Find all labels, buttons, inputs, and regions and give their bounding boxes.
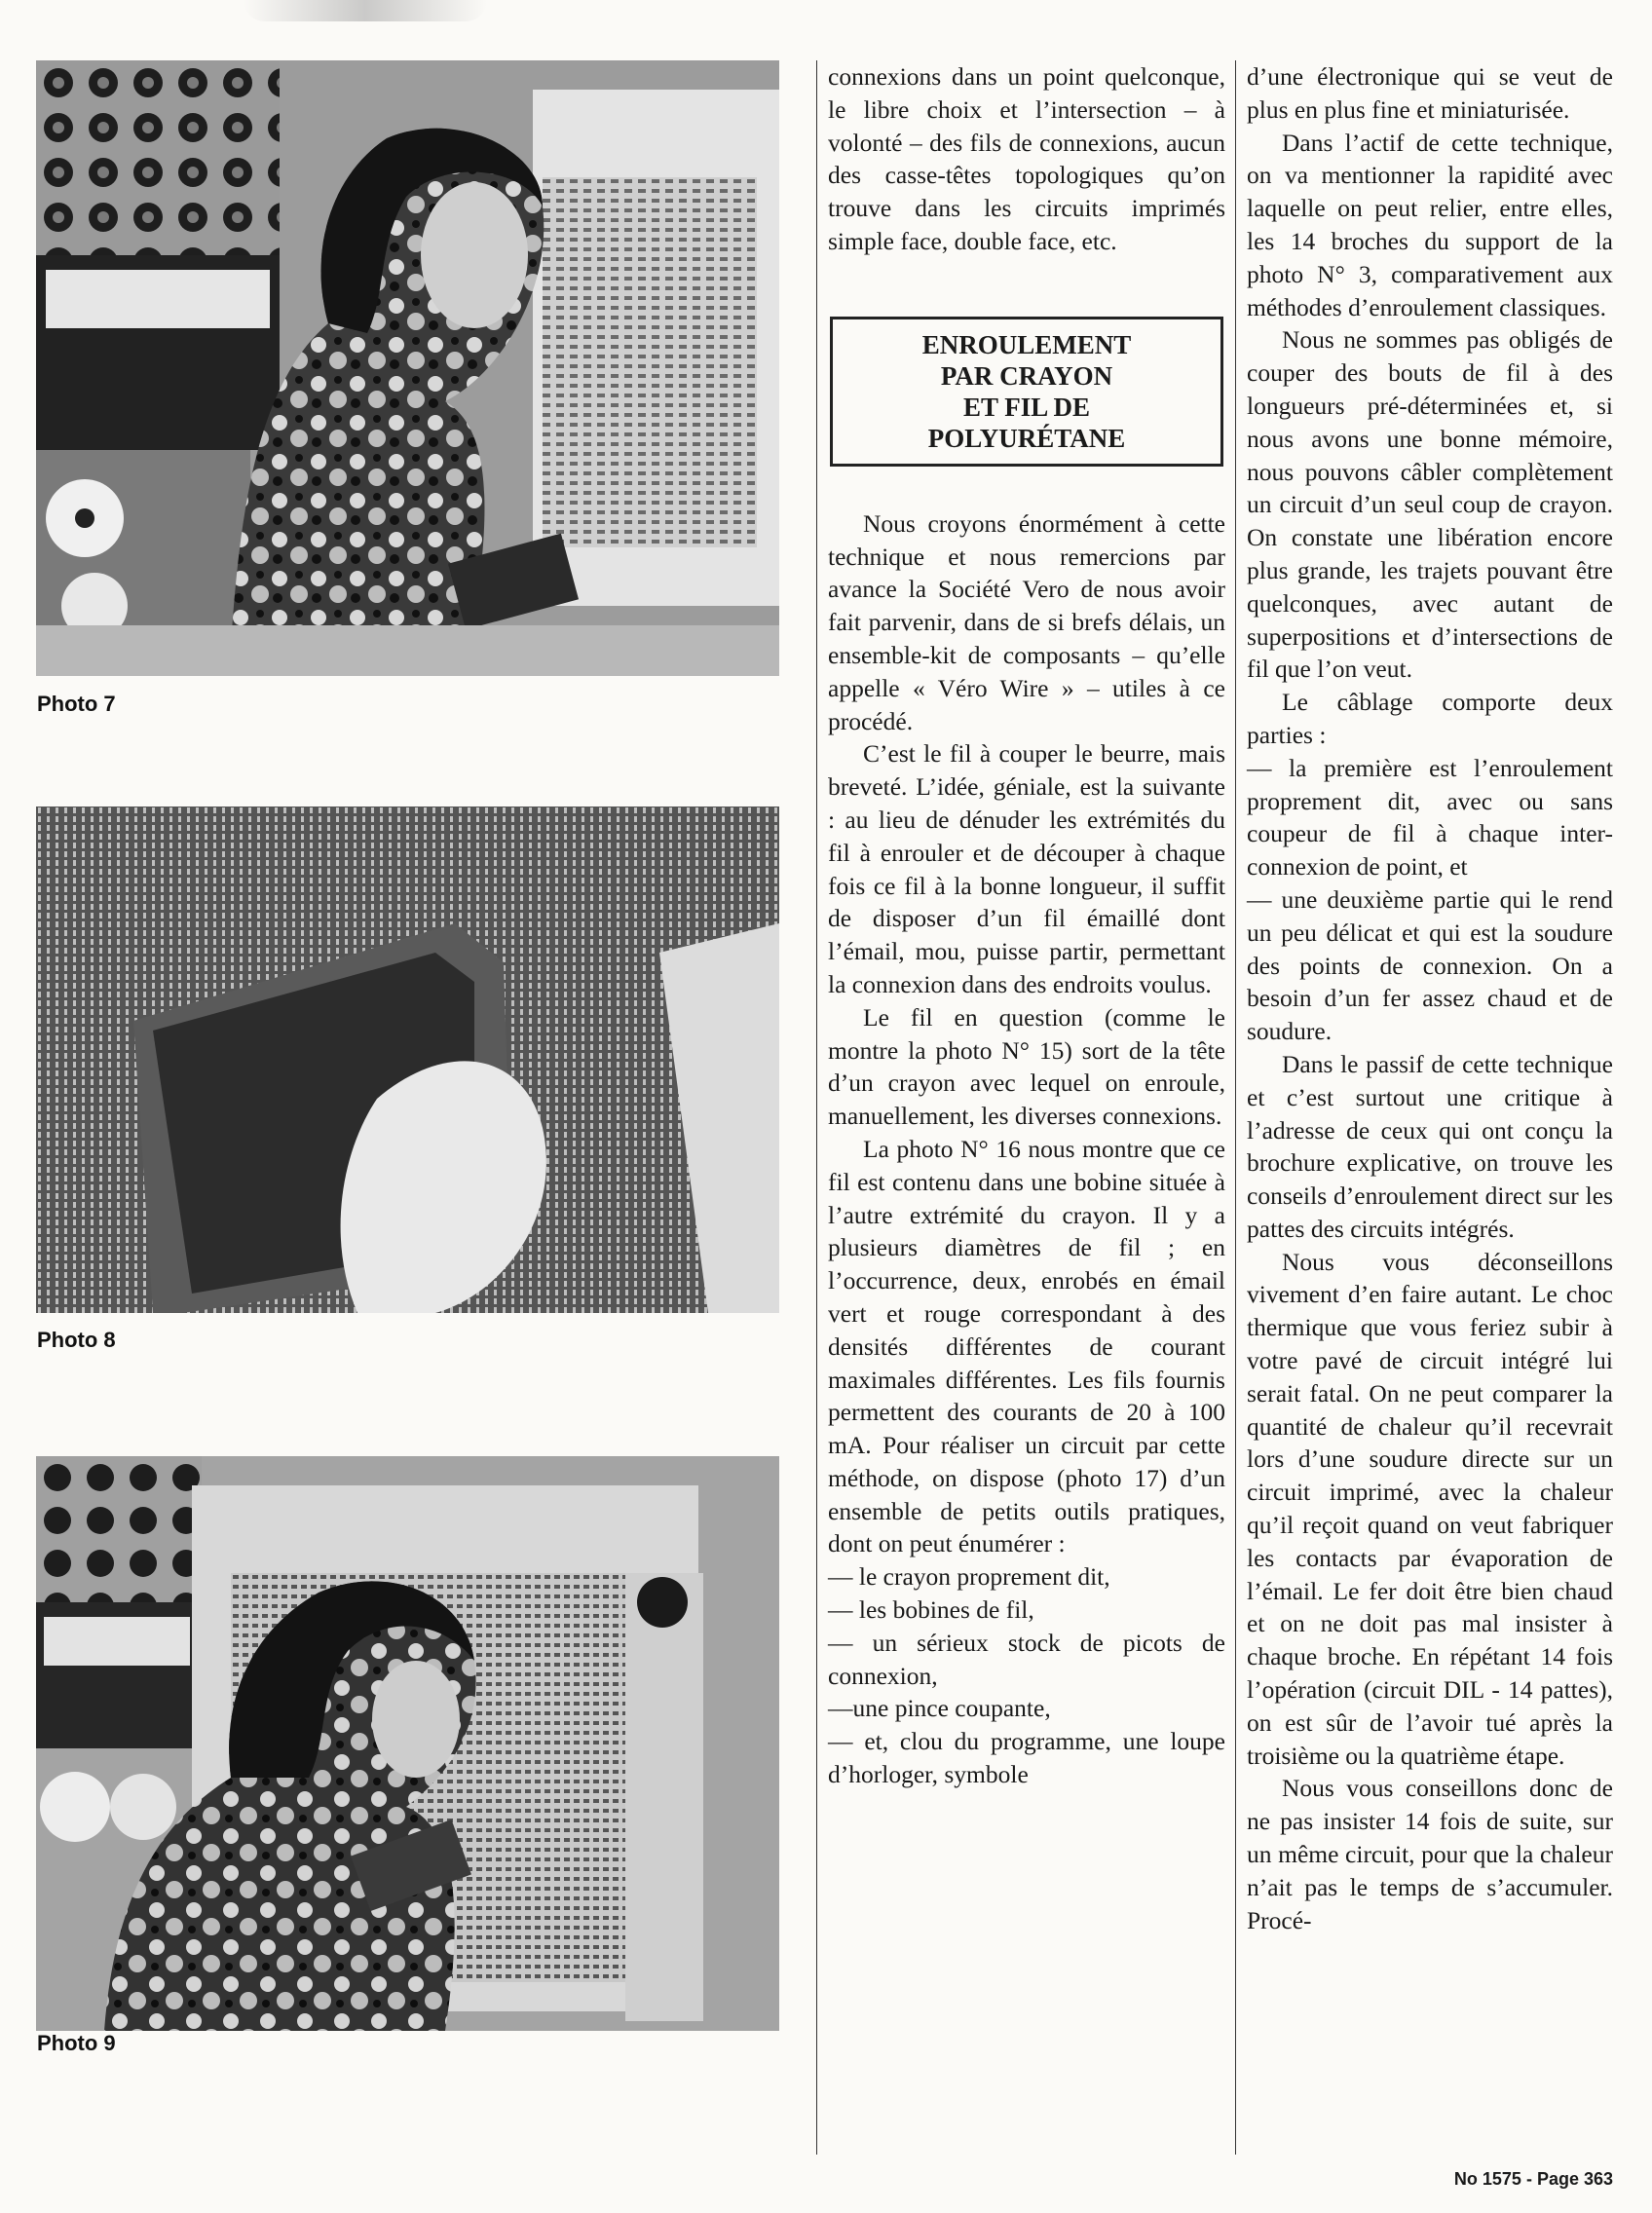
photo-8 — [36, 806, 779, 1313]
paragraph: — la première est l’enroulement proprement dit, avec ou sans coupeur de fil à chaque inter-connexion de point, et — [1247, 753, 1613, 881]
heading-line: PAR CRAYON — [940, 360, 1113, 391]
text-column-2 — [1247, 60, 1613, 1936]
photo-8-caption: Photo 8 — [37, 1328, 116, 1352]
section-heading — [830, 317, 1223, 467]
paragraph: Nous vous déconseillons vivement d’en faire autant. Le choc thermique que vous feriez subir à votre pavé de circuit intégré lui serait fatal. On ne peut comparer la quantité de chaleur qu’il recevrait lors d’une soudure directe sur un circuit imprimé, avec la chaleur qu’il reçoit quand on veut fabriquer les contacts par évaporation de l’émail. Le fer doit être bien chaud et on ne doit pas mal insister à chaque broche. En répétant 14 fois l’opération (circuit DIL - 14 pattes), on est sûr de l’avoir tué après la troisième ou la quatrième étape. — [1247, 1247, 1613, 1770]
photo-9-image — [36, 1456, 779, 2031]
heading-line: ET FIL DE — [962, 392, 1091, 422]
paragraph: — un sérieux stock de picots de connexion, — [828, 1628, 1225, 1690]
paragraph: — les bobines de fil, — [828, 1595, 1034, 1625]
paragraph: Dans le passif de cette technique et c’est surtout une critique à l’adresse de ceux qui ont conçu la brochure explicative, on trouve les conseils d’enroulement direct sur les pattes des circuits intégrés. — [1247, 1049, 1613, 1243]
photo-7-image — [36, 60, 779, 676]
column-1-body — [828, 507, 1225, 1791]
text-column-1 — [828, 60, 1225, 1791]
paragraph: — et, clou du programme, une loupe d’horloger, symbole — [828, 1727, 1225, 1789]
column-2-body — [1247, 60, 1613, 1936]
paragraph: connexions dans un point quelconque, le libre choix et l’intersection – à volonté – des fils de connexions, aucun des casse-têtes topologiques qu’on trouve dans les circuits imprimés simple face, double face, etc. — [828, 62, 1225, 255]
photo-7-caption: Photo 7 — [37, 692, 116, 716]
paragraph: Nous croyons énormément à cette technique et nous remercions par avance la Société Vero de nous avoir fait parvenir, dans de si brefs délais, un ensemble-kit de composants – qu’elle appelle « Véro Wire » – utiles à ce procédé. — [828, 508, 1225, 735]
paragraph: Le fil en question (comme le montre la photo N° 15) sort de la tête d’un crayon avec lequel on enroule, manuellement, les diverses connexions. — [828, 1002, 1225, 1131]
column-rule-1 — [816, 60, 817, 2155]
photo-7 — [36, 60, 779, 676]
paragraph: —une pince coupante, — [828, 1694, 1051, 1723]
heading-line: ENROULEMENT — [921, 329, 1132, 359]
paragraph: Dans l’actif de cette technique, on va mentionner la rapidité avec laquelle on peut relier, entre elles, les 14 broches du support de la photo N° 3, comparativement aux méthodes d’enroulement classiques. — [1247, 128, 1613, 321]
paragraph: Le câblage comporte deux parties : — [1247, 688, 1613, 749]
heading-line: POLYURÉTANE — [927, 423, 1126, 453]
column-rule-2 — [1235, 60, 1236, 2155]
paragraph: C’est le fil à couper le beurre, mais breveté. L’idée, géniale, est la suivante : au lieu de dénuder les extrémités du fil à enrouler et de découper à chaque fois ce fil à la bonne longueur, il suffit de disposer d’un fil émaillé dont l’émail, mou, puisse partir, permettant la connexion dans des endroits voulus. — [828, 739, 1225, 998]
paragraph: — une deuxième partie qui le rend un peu délicat et qui est la soudure des points de connexion. On a besoin d’un fer assez chaud et de soudure. — [1247, 884, 1613, 1046]
scan-smudge — [244, 0, 487, 21]
paragraph: Nous vous conseillons donc de ne pas insister 14 fois de suite, sur un même circuit, pour que la chaleur n’ait pas le temps de s’accumuler. Procé- — [1247, 1774, 1613, 1934]
page-footer: No 1575 - Page 363 — [1453, 2169, 1613, 2189]
photo-8-image — [36, 806, 779, 1313]
photo-9 — [36, 1456, 779, 2031]
paragraph: La photo N° 16 nous montre que ce fil est contenu dans une bobine située à l’autre extrémité du crayon. Il y a plusieurs diamètres de fil ; en l’occurrence, deux, enrobés en émail vert et rouge correspondant à des densités différentes de courant maximales différentes. Les fils fournis permettent des courants de 20 à 100 mA. Pour réaliser un circuit par cette méthode, on dispose (photo 17) d’un ensemble de petits outils pratiques, dont on peut énumérer : — [828, 1134, 1225, 1558]
paragraph: — le crayon proprement dit, — [828, 1562, 1110, 1592]
paragraph: Nous ne sommes pas obligés de couper des bouts de fil à des longueurs pré-déterminées et, si nous avons une bonne mémoire, nous pouvons câbler complètement un circuit d’un seul coup de crayon. On constate une libération encore plus grande, les trajets pouvant être quelconques, avec autant de superpositions et d’intersections de fil que l’on veut. — [1247, 325, 1613, 684]
paragraph: d’une électronique qui se veut de plus en plus fine et miniaturisée. — [1247, 62, 1613, 124]
photo-9-caption: Photo 9 — [37, 2031, 116, 2055]
